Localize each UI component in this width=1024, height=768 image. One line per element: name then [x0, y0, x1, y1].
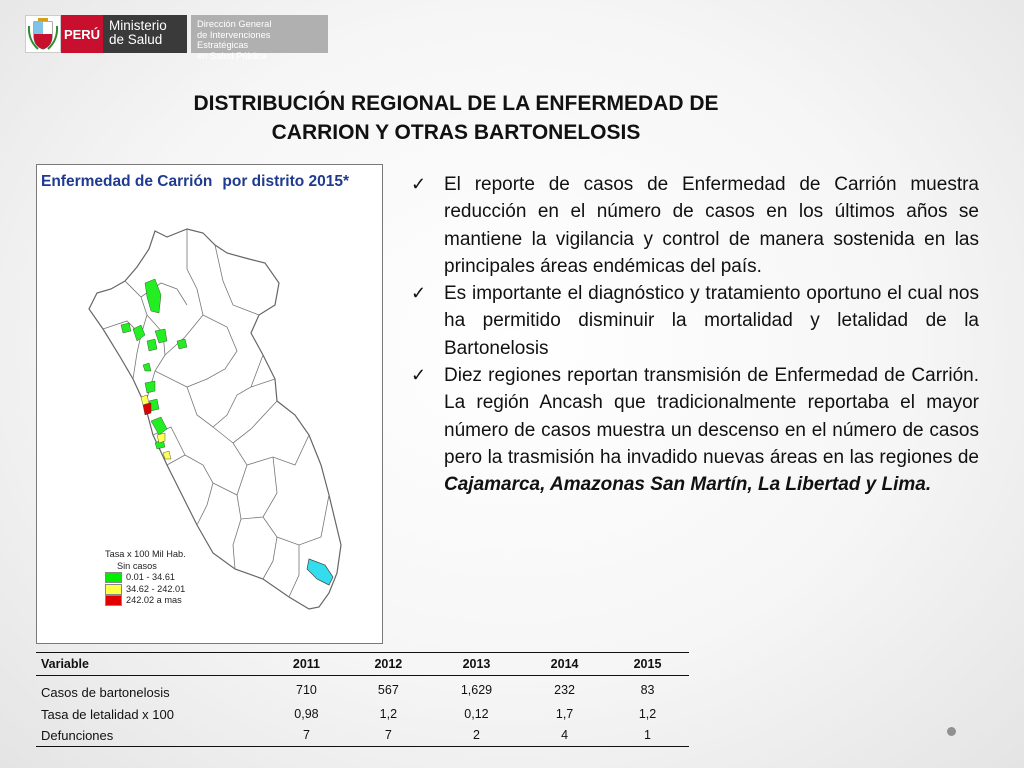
ministry-logo	[25, 15, 328, 61]
bartonellosis-table	[36, 652, 689, 747]
bullet-item: ✓ Es importante el diagnóstico y tratamiento oportuno el cual nos ha permitido disminuir la mortalidad y letalidad de la Bartonelosis	[408, 280, 979, 362]
table-cell: 232	[554, 682, 575, 697]
district-map	[36, 164, 383, 644]
table-cell: Casos de bartonelosis	[41, 685, 170, 701]
table-row	[36, 676, 689, 704]
table-cell: 0,12	[464, 707, 489, 721]
legend-title: Tasa x 100 Mil Hab.	[105, 549, 186, 559]
legend-swatch-red	[105, 595, 122, 606]
legend-item-high: 242.02 a mas	[105, 595, 186, 607]
ministry-label: Ministerio de Salud	[103, 15, 187, 53]
table-cell: 1	[606, 725, 689, 747]
table-cell: 1,7	[555, 707, 574, 721]
table-cell: 2	[430, 725, 523, 747]
table-row	[36, 725, 689, 747]
table-cell: 567	[377, 682, 399, 697]
table-cell: 1,2	[379, 707, 398, 721]
table-cell: 83	[640, 682, 655, 697]
table-cell: 710	[296, 682, 317, 697]
checkmark-icon: ✓	[411, 283, 427, 304]
slide-title: DISTRIBUCIÓN REGIONAL DE LA ENFERMEDAD DE CARRION Y OTRAS BARTONELOSIS	[193, 92, 719, 144]
table-row	[36, 704, 689, 725]
legend-swatch-green	[105, 572, 122, 583]
table-cell: 4	[523, 725, 606, 747]
table-cell: Defunciones	[36, 725, 266, 747]
checkmark-icon: ✓	[411, 365, 427, 386]
table-header: 2013	[430, 653, 523, 676]
slide-nav-dot[interactable]	[947, 727, 956, 736]
table-cell: 7	[266, 725, 347, 747]
table-cell: Tasa de letalidad x 100	[41, 706, 174, 722]
bullet-item: ✓ Diez regiones reportan transmisión de Enfermedad de Carrión. La región Ancash que tradicionalmente reportaba el mayor número de casos muestra un descenso en el número de casos pero la trasmisión ha invadido nuevas áreas en las regiones de Cajamarca, Amazonas San Martín, La Libertad y Lima.	[408, 362, 979, 498]
table-header: 2011	[266, 653, 347, 676]
map-legend	[105, 549, 186, 607]
red-district	[143, 403, 151, 415]
country-label: PERÚ	[61, 15, 103, 53]
table-cell: 1,2	[638, 707, 657, 721]
checkmark-icon: ✓	[411, 174, 427, 194]
regions-emphasis: Cajamarca, Amazonas San Martín, La Libertad y Lima.	[444, 474, 932, 496]
legend-item-mid: 34.62 - 242.01	[105, 584, 186, 596]
legend-swatch-yellow	[105, 584, 122, 595]
table-header: 2014	[523, 653, 606, 676]
map-title: Enfermedad de Carrión por distrito 2015*	[41, 173, 350, 190]
table-header: 2015	[606, 653, 689, 676]
table-cell: 0,98	[294, 707, 319, 721]
direction-label: Dirección General de Intervenciones Estratégicas en Salud Pública	[191, 15, 328, 53]
coat-of-arms-icon	[25, 15, 61, 53]
table-cell: 1,629	[460, 682, 493, 697]
table-header: Variable	[36, 653, 266, 676]
table-header-row	[36, 653, 689, 676]
peru-map-graphic	[37, 165, 384, 645]
bullet-item: ✓ El reporte de casos de Enfermedad de Carrión muestra reducción en el número de casos en los últimos años se mantiene la vigilancia y control de manera sostenida en las principales áreas endémicas del país.	[408, 171, 979, 280]
table-header: 2012	[347, 653, 430, 676]
table-cell: 7	[347, 725, 430, 747]
bullet-list	[408, 171, 979, 499]
legend-item-low: 0.01 - 34.61	[105, 572, 186, 584]
legend-item-none: Sin casos	[117, 560, 157, 571]
